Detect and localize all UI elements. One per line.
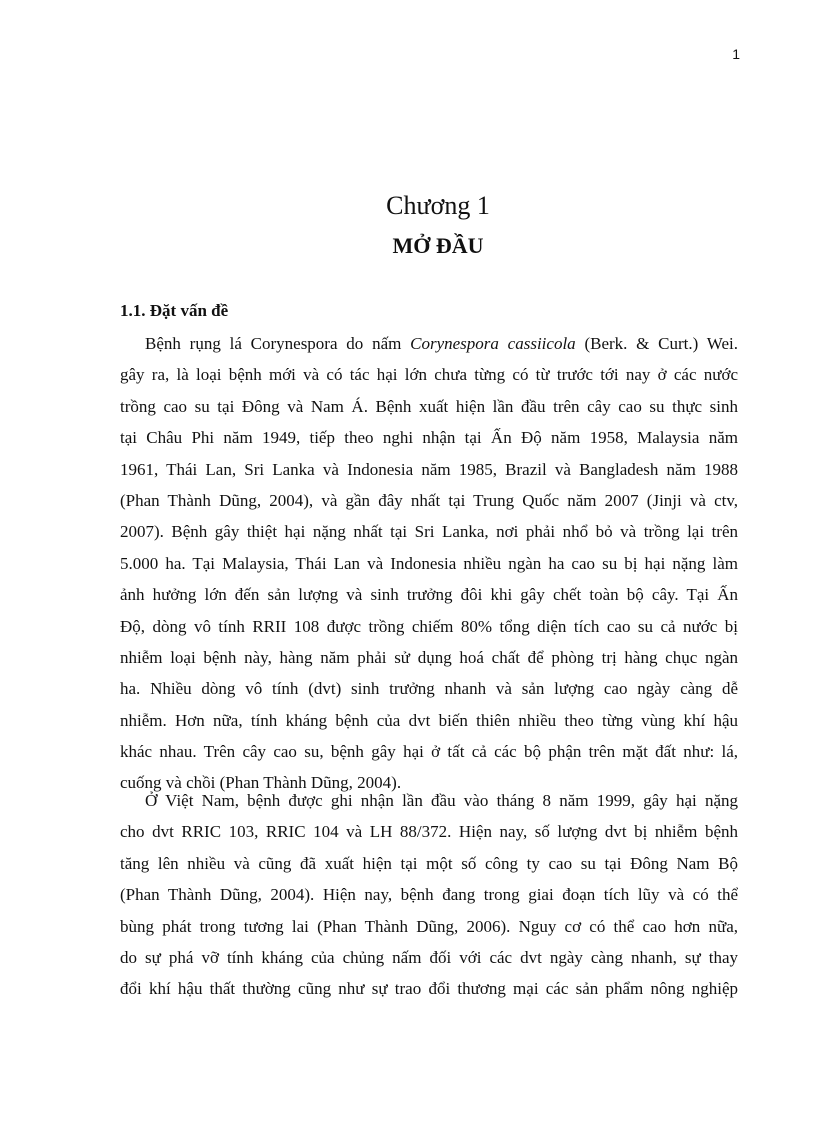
paragraph-line: gây ra, là loại bệnh mới và có tác hại lớn chưa từng có từ trước tới nay ở các nước: [120, 365, 738, 385]
paragraph-2: [120, 785, 738, 1005]
species-name: Corynespora cassiicola: [410, 334, 576, 353]
paragraph-line: (Phan Thành Dũng, 2004). Hiện nay, bệnh đang trong giai đoạn tích lũy và có thể: [120, 885, 738, 905]
section-heading: 1.1. Đặt vấn đề: [120, 301, 229, 320]
paragraph-line: 1961, Thái Lan, Sri Lanka và Indonesia năm 1985, Brazil và Bangladesh năm 1988: [120, 459, 738, 479]
paragraph-line: tại Châu Phi năm 1949, tiếp theo nghi nhận tại Ấn Độ năm 1958, Malaysia năm: [120, 428, 738, 448]
paragraph-1: [120, 328, 738, 799]
paragraph-line: ảnh hưởng lớn đến sản lượng và sinh trưởng đôi khi gây chết toàn bộ cây. Tại Ấn: [120, 585, 738, 605]
chapter-label: Chương 1: [386, 191, 490, 220]
text-run: Bệnh rụng lá Corynespora do nấm: [145, 334, 411, 353]
paragraph-line: Độ, dòng vô tính RRII 108 được trồng chiếm 80% tổng diện tích cao su cả nước bị: [120, 616, 738, 636]
chapter-title: MỞ ĐẦU: [392, 233, 484, 258]
paragraph-line: 5.000 ha. Tại Malaysia, Thái Lan và Indonesia nhiều ngàn ha cao su bị hại nặng làm: [120, 553, 738, 573]
paragraph-line: 2007). Bệnh gây thiệt hại nặng nhất tại Sri Lanka, nơi phải nhổ bỏ và trồng lại trên: [120, 522, 738, 542]
paragraph-line: nhiễm. Hơn nữa, tính kháng bệnh của dvt biến thiên nhiều theo từng vùng khí hậu: [120, 710, 738, 730]
paragraph-line: [120, 328, 738, 359]
paragraph-line: khác nhau. Trên cây cao su, bệnh gây hại ở tất cả các bộ phận trên mặt đất như: lá,: [120, 742, 738, 762]
paragraph-line: cuống và chồi (Phan Thành Dũng, 2004).: [120, 773, 402, 793]
text-run: (Berk. & Curt.) Wei.: [575, 334, 738, 353]
paragraph-line: tăng lên nhiều và cũng đã xuất hiện tại một số công ty cao su tại Đông Nam Bộ: [120, 853, 738, 873]
paragraph-line: trồng cao su tại Đông và Nam Á. Bệnh xuất hiện lần đầu trên cây cao su thực sinh: [120, 396, 738, 416]
paragraph-line: ha. Nhiều dòng vô tính (dvt) sinh trưởng nhanh và sản lượng cao ngày càng dễ: [120, 679, 738, 699]
paragraph-line: bùng phát trong tương lai (Phan Thành Dũng, 2006). Nguy cơ có thể cao hơn nữa,: [120, 916, 738, 936]
paragraph-line: cho dvt RRIC 103, RRIC 104 và LH 88/372. Hiện nay, số lượng dvt bị nhiễm bệnh: [120, 822, 738, 842]
paragraph-line: đổi khí hậu thất thường cũng như sự trao đổi thương mại các sản phẩm nông nghiệp: [120, 979, 738, 999]
paragraph-line: nhiễm loại bệnh này, hàng năm phải sử dụng hoá chất để phòng trị hàng chục ngàn: [120, 647, 738, 667]
page-number: 1: [732, 46, 740, 62]
paragraph-line: do sự phá vỡ tính kháng của chủng nấm đối với các dvt ngày càng nhanh, sự thay: [120, 947, 738, 967]
paragraph-line: Ở Việt Nam, bệnh được ghi nhận lần đầu vào tháng 8 năm 1999, gây hại nặng: [145, 791, 738, 810]
paragraph-line: (Phan Thành Dũng, 2004), và gần đây nhất tại Trung Quốc năm 2007 (Jinji và ctv,: [120, 490, 738, 510]
